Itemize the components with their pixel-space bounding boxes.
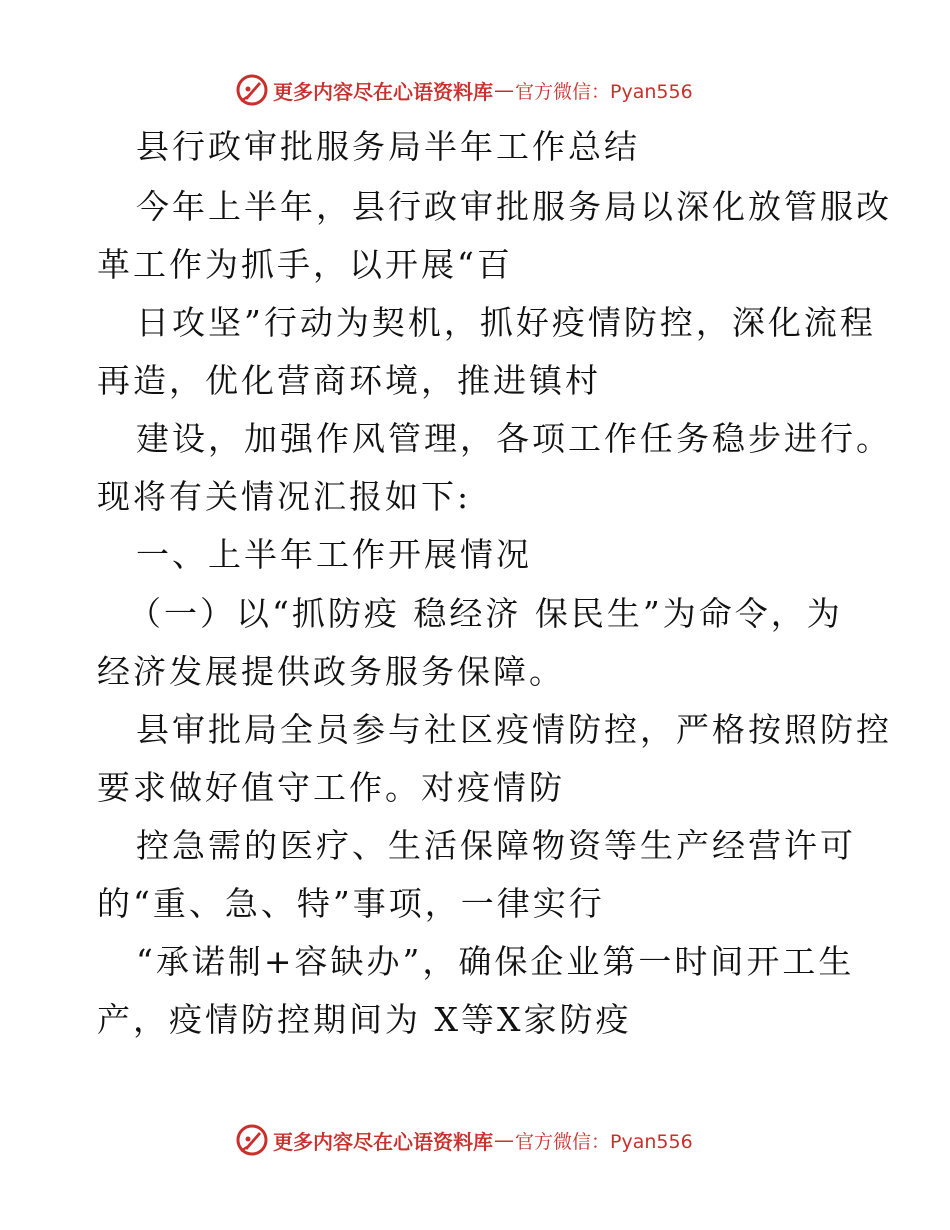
header-watermark-text: 更多内容尽在心语资料库 — [273, 79, 493, 104]
paragraph-line: 的“重、急、特”事项，一律实行 — [97, 884, 605, 923]
paragraph-line: 县审批局全员参与社区疫情防控，严格按照防控 — [136, 710, 892, 749]
footer-watermark-wechat: 官方微信：Pyan556 — [515, 1130, 693, 1153]
section-heading: 一、上半年工作开展情况 — [136, 535, 532, 574]
footer-watermark-dash: — — [494, 1128, 514, 1152]
header-watermark-dash: — — [494, 78, 514, 102]
quill-logo-icon — [235, 1123, 269, 1157]
paragraph-line: 日攻坚”行动为契机，抓好疫情防控，深化流程 — [136, 303, 876, 342]
paragraph-line: 要求做好值守工作。对疫情防 — [97, 768, 565, 807]
subsection-heading: 经济发展提供政务服务保障。 — [97, 652, 565, 691]
header-watermark-wechat: 官方微信：Pyan556 — [515, 80, 693, 103]
paragraph-line: 建设，加强作风管理，各项工作任务稳步进行。 — [136, 419, 892, 458]
quill-logo-icon — [235, 73, 269, 107]
paragraph-line: 产，疫情防控期间为 X等X家防疫 — [97, 1000, 632, 1039]
subsection-heading: （一）以“抓防疫 稳经济 保民生”为命令，为 — [128, 594, 843, 633]
paragraph-line: 革工作为抓手，以开展“百 — [97, 245, 513, 284]
paragraph-line: 今年上半年，县行政审批服务局以深化放管服改 — [136, 187, 892, 226]
paragraph-line: 现将有关情况汇报如下: — [97, 477, 472, 516]
paragraph-line: “承诺制+容缺办”，确保企业第一时间开工生 — [136, 942, 855, 981]
footer-watermark — [235, 1122, 693, 1158]
header-watermark — [235, 72, 693, 108]
paragraph-line: 控急需的医疗、生活保障物资等生产经营许可 — [136, 826, 856, 865]
paragraph-line: 再造，优化营商环境，推进镇村 — [97, 361, 601, 400]
footer-watermark-text: 更多内容尽在心语资料库 — [273, 1129, 493, 1154]
document-title: 县行政审批服务局半年工作总结 — [136, 127, 640, 166]
